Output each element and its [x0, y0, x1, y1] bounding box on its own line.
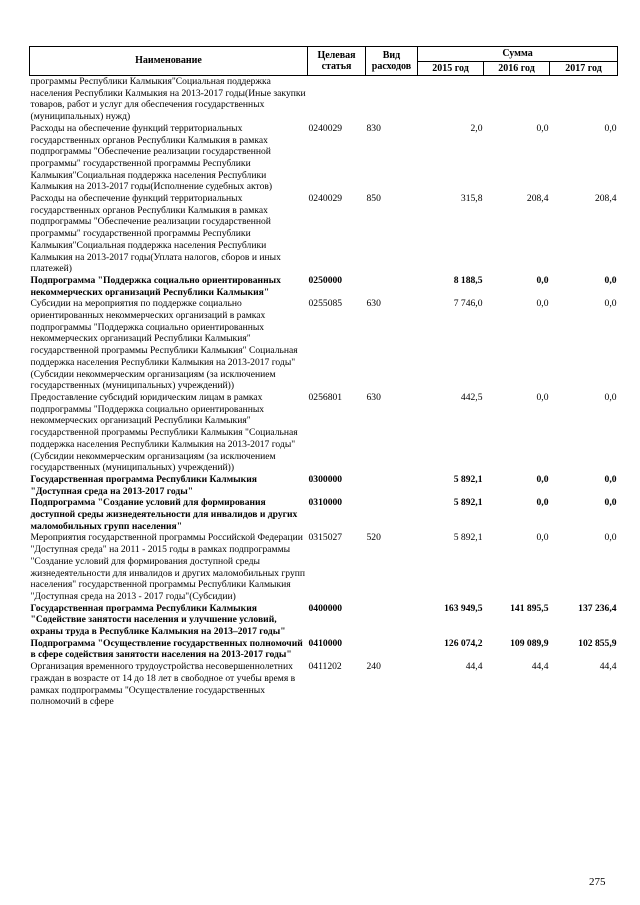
row-2016-cell: 0,0 [536, 298, 549, 310]
row-name-cell: Организация временного трудоустройства несовершеннолетних граждан в возрасте от 14 до 18 лет в свободное от учебы время в рамках подпрограммы "Осуществление государственных полномочий в сфере [30, 661, 296, 708]
budget-table [29, 46, 618, 708]
table-row [30, 275, 618, 298]
row-2016-cell: 0,0 [536, 532, 549, 544]
row-name-cell: Субсидии на мероприятия по поддержке социально ориентированных некоммерческих организаций в рамках подпрограммы "Поддержка социально ориентированных некоммерческих организаций Республики Калмыкия" государственной программы Республики Калмыкия" Социальная поддержка населения Республики Калмыкия на 2013-2017 годы"(Субсидии некоммерческим организациям (за исключением государственных (муниципальных) учреждений)) [30, 298, 298, 392]
row-2017-cell [550, 76, 618, 123]
table-row [30, 603, 618, 638]
row-2017-cell: 0,0 [604, 497, 617, 509]
row-2015-cell: 315,8 [460, 193, 483, 205]
row-name-cell: Расходы на обеспечение функций территориальных государственных органов Республики Калмыкия в рамках подпрограммы "Обеспечение реализации государственной программы" государственной программы Республики Калмыкия"Социальная поддержка населения Республики Калмыкия на 2013-2017 годы(Уплата налогов, сборов и иных платежей) [30, 193, 281, 275]
row-kind-cell [366, 638, 418, 661]
column-header-sum: Сумма [418, 47, 618, 62]
table-body [30, 76, 618, 708]
row-name-cell: Подпрограмма "Поддержка социально ориентированных некоммерческих организаций Республики Калмыкия" [30, 274, 281, 298]
column-header-2017: 2017 год [550, 61, 618, 76]
row-name-cell: Государственная программа Республики Калмыкия "Доступная среда на 2013-2017 годы" [30, 473, 257, 497]
row-2016-cell: 0,0 [536, 497, 549, 509]
row-2015-cell: 8 188,5 [453, 274, 483, 286]
row-article-cell: 0256801 [308, 391, 343, 403]
table-header [30, 47, 618, 76]
table-row [30, 193, 618, 275]
row-article-cell: 0411202 [308, 661, 342, 673]
row-2015-cell: 2,0 [470, 122, 483, 134]
row-2017-cell: 0,0 [604, 122, 617, 134]
row-2016-cell: 0,0 [536, 391, 549, 403]
row-name-cell: программы Республики Калмыкия"Социальная поддержка населения Республики Калмыкия на 2013-2017 годы(Иные закупки товаров, работ и услуг для обеспечения государственных (муниципальных) нужд) [30, 76, 306, 123]
row-name-cell: Предоставление субсидий юридическим лицам в рамках подпрограммы "Поддержка социально ориентированных некоммерческих организаций Республики Калмыкия" государственной программы Республики Калмыкия "Социальная поддержка населения Республики Калмыкия на 2013-2017 годы"(Субсидии некоммерческим организациям (за исключением государственных (муниципальных) учреждений)) [30, 391, 298, 474]
row-2017-cell: 208,4 [594, 193, 617, 205]
row-kind-cell: 630 [366, 391, 381, 403]
row-article-cell: 0240029 [308, 193, 343, 205]
row-2015-cell: 5 892,1 [453, 497, 483, 509]
table-row [30, 661, 618, 708]
table-row [30, 532, 618, 602]
row-2017-cell: 0,0 [604, 274, 617, 286]
row-2015-cell: 44,4 [465, 661, 483, 673]
row-article-cell: 0255085 [308, 298, 343, 310]
row-kind-cell [366, 603, 418, 638]
row-kind-cell [366, 497, 418, 532]
row-article-cell: 0310000 [308, 497, 343, 509]
page-number: 275 [589, 876, 606, 888]
row-kind-cell: 630 [366, 298, 381, 310]
row-2017-cell: 137 236,4 [578, 602, 617, 614]
row-2015-cell: 7 746,0 [453, 298, 483, 310]
row-2017-cell: 0,0 [604, 532, 617, 544]
row-2015-cell: 5 892,1 [453, 473, 483, 485]
table-row [30, 474, 618, 497]
table-row [30, 298, 618, 392]
row-2015-cell: 5 892,1 [453, 532, 483, 544]
row-2016-cell: 208,4 [526, 193, 549, 205]
row-2016-cell: 109 089,9 [510, 637, 549, 649]
table-row [30, 497, 618, 532]
row-2016-cell: 141 895,5 [510, 602, 549, 614]
table-row [30, 76, 618, 123]
column-header-article: Целевая статья [308, 47, 366, 76]
row-kind-cell [366, 474, 418, 497]
row-article-cell: 0300000 [308, 473, 343, 485]
row-article-cell: 0250000 [308, 274, 343, 286]
row-2017-cell: 102 855,9 [578, 637, 617, 649]
row-2015-cell: 163 949,5 [444, 602, 483, 614]
row-2015-cell: 442,5 [460, 391, 483, 403]
row-2017-cell: 0,0 [604, 298, 617, 310]
row-article-cell: 0410000 [308, 637, 343, 649]
table-row [30, 123, 618, 193]
column-header-2016: 2016 год [484, 61, 550, 76]
column-header-kind: Вид расходов [366, 47, 418, 76]
column-header-name: Наименование [30, 47, 308, 76]
row-name-cell: Расходы на обеспечение функций территориальных государственных органов Республики Калмыкия в рамках подпрограммы "Обеспечение реализации государственной программы" государственной программы Республики Калмыкия"Социальная поддержка населения Республики Калмыкия на 2013-2017 годы(Исполнение судебных актов) [30, 122, 273, 193]
row-name-cell: Подпрограмма "Создание условий для формирования доступной среды жизнедеятельности для инвалидов и других маломобильных групп населения" [30, 497, 298, 532]
row-kind-cell: 830 [366, 122, 381, 134]
row-2017-cell: 0,0 [604, 391, 617, 403]
row-kind-cell: 240 [366, 661, 381, 673]
row-2016-cell: 44,4 [531, 661, 549, 673]
table-row [30, 638, 618, 661]
row-article-cell [308, 76, 366, 123]
table-row [30, 392, 618, 474]
row-kind-cell [366, 275, 418, 298]
row-2016-cell: 0,0 [536, 122, 549, 134]
row-article-cell: 0240029 [308, 122, 343, 134]
row-2016-cell: 0,0 [536, 274, 549, 286]
row-name-cell: Мероприятия государственной программы Российской Федерации "Доступная среда" на 2011 - 2015 годы в рамках подпрограммы "Создание условий для формирования доступной среды жизнедеятельности для инвалидов и других маломобильных групп населения" государственной программы Республики Калмыкия "Доступная среда на 2013 - 2017 годы"(Субсидии) [30, 532, 306, 602]
row-name-cell: Государственная программа Республики Калмыкия "Содействие занятости населения и улучшение условий, охраны труда в Республике Калмыкия на 2013–2017 годы" [30, 602, 286, 638]
row-2016-cell [484, 76, 550, 123]
row-article-cell: 0315027 [308, 532, 343, 544]
row-2015-cell: 126 074,2 [444, 637, 483, 649]
row-kind-cell: 850 [366, 193, 381, 205]
row-article-cell: 0400000 [308, 602, 343, 614]
row-kind-cell [366, 76, 418, 123]
row-name-cell: Подпрограмма "Осуществление государственных полномочий в сфере содействия занятости населения на 2013-2017 годы" [30, 637, 303, 661]
row-2015-cell [418, 76, 484, 123]
row-kind-cell: 520 [366, 532, 381, 544]
row-2017-cell: 0,0 [604, 473, 617, 485]
row-2017-cell: 44,4 [599, 661, 617, 673]
row-2016-cell: 0,0 [536, 473, 549, 485]
column-header-2015: 2015 год [418, 61, 484, 76]
